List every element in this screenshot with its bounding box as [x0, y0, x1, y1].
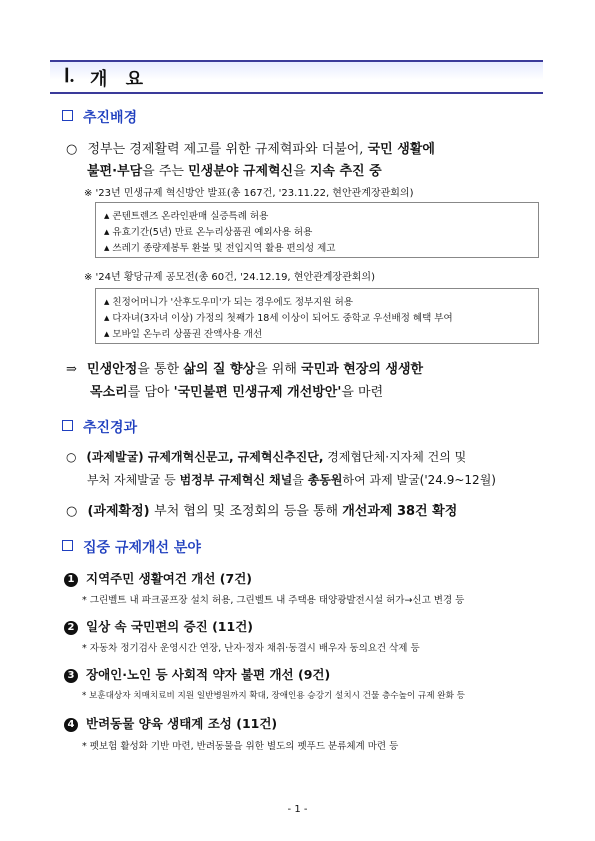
- number-badge: 3: [64, 669, 78, 683]
- double-arrow-icon: ⇒: [66, 362, 77, 377]
- background-para-line1: ○ 정부는 경제활력 제고를 위한 규제혁파와 더불어, 국민 생활에: [66, 142, 435, 157]
- progress-para1-line1: ○ (과제발굴) 규제개혁신문고, 규제혁신추진단, 경제협단체·지자체 건의 및: [66, 450, 467, 464]
- number-badge: 4: [64, 718, 78, 732]
- reference-item: ▲ 쓰레기 종량제봉투 환불 및 전입지역 활용 편의성 제고: [104, 243, 336, 254]
- reference-box-2024: [95, 288, 539, 344]
- triangle-bullet-icon: ▲: [104, 228, 110, 236]
- reference-item: ▲ 콘텐트렌즈 온라인판매 실증특례 허용: [104, 211, 269, 222]
- reference-item: ▲ 친정어머니가 '산후도우미'가 되는 경우에도 정부지원 허용: [104, 297, 353, 308]
- triangle-bullet-icon: ▲: [104, 298, 110, 306]
- circle-bullet: ○: [66, 504, 78, 519]
- triangle-bullet-icon: ▲: [104, 244, 110, 252]
- background-para-line2: 불편·부담을 주는 민생분야 규제혁신을 지속 추진 중: [87, 164, 382, 179]
- area-item-4-title: 4 반려동물 양육 생태계 조성 (11건): [64, 714, 277, 732]
- page-number: - 1 -: [287, 804, 308, 815]
- square-bullet-icon: [62, 540, 73, 551]
- conclusion-line2: 목소리를 담아 '국민불편 민생규제 개선방안'을 마련: [90, 385, 384, 400]
- section-heading-background: 추진배경: [62, 107, 137, 127]
- section-heading-progress: 추진경과: [62, 417, 137, 437]
- reference-note-2024: ※ '24년 황당규제 공모전(총 60건, '24.12.19, 현안관계장관회의): [84, 272, 375, 283]
- reference-item: ▲ 다자녀(3자녀 이상) 가정의 첫째가 18세 이상이 되어도 중학교 우선배정 혜택 부여: [104, 313, 453, 324]
- progress-para2: ○ (과제확정) 부처 협의 및 조정회의 등을 통해 개선과제 38건 확정: [66, 504, 458, 519]
- area-item-2-note: * 자동차 정기검사 운영시간 연장, 난자·정자 채취·동결시 배우자 동의요건 삭제 등: [82, 643, 420, 654]
- section-heading-areas: 집중 규제개선 분야: [62, 537, 201, 557]
- progress-para1-line2: 부처 자체발굴 등 범정부 규제혁신 채널을 총동원하여 과제 발굴('24.9~12월): [87, 473, 496, 487]
- area-item-1-title: 1 지역주민 생활여건 개선 (7건): [64, 569, 252, 587]
- area-item-3-note: * 보훈대상자 치매치료비 지원 일반병원까지 확대, 장애인용 승강기 설치시 건물 층수높이 규제 완화 등: [82, 691, 465, 701]
- area-item-4-note: * 펫보험 활성화 기반 마련, 반려동물을 위한 별도의 펫푸드 분류체계 마련 등: [82, 741, 399, 752]
- area-item-1-note: * 그린벨트 내 파크골프장 설치 허용, 그린벨트 내 주택용 태양광발전시설 허가→신고 변경 등: [82, 595, 465, 606]
- triangle-bullet-icon: ▲: [104, 314, 110, 322]
- reference-item: ▲ 유효기간(5년) 만료 온누리상품권 예외사용 허용: [104, 227, 313, 238]
- number-badge: 2: [64, 621, 78, 635]
- square-bullet-icon: [62, 420, 73, 431]
- square-bullet-icon: [62, 110, 73, 121]
- triangle-bullet-icon: ▲: [104, 212, 110, 220]
- number-badge: 1: [64, 573, 78, 587]
- reference-item: ▲ 모바일 온누리 상품권 잔액사용 개선: [104, 329, 263, 340]
- reference-box-2023: [95, 202, 539, 258]
- reference-note-2023: ※ '23년 민생규제 혁신방안 발표(총 167건, '23.11.22, 현안관계장관회의): [84, 188, 414, 199]
- conclusion-line1: ⇒ 민생안정을 통한 삶의 질 향상을 위해 국민과 현장의 생생한: [66, 362, 424, 377]
- chapter-title-bar: [50, 60, 543, 94]
- area-item-2-title: 2 일상 속 국민편의 증진 (11건): [64, 617, 253, 635]
- chapter-roman-numeral: Ⅰ.: [64, 66, 75, 87]
- chapter-title: 개 요: [90, 69, 150, 90]
- triangle-bullet-icon: ▲: [104, 330, 110, 338]
- area-item-3-title: 3 장애인·노인 등 사회적 약자 불편 개선 (9건): [64, 665, 330, 683]
- circle-bullet: ○: [66, 450, 77, 464]
- circle-bullet: ○: [66, 142, 78, 157]
